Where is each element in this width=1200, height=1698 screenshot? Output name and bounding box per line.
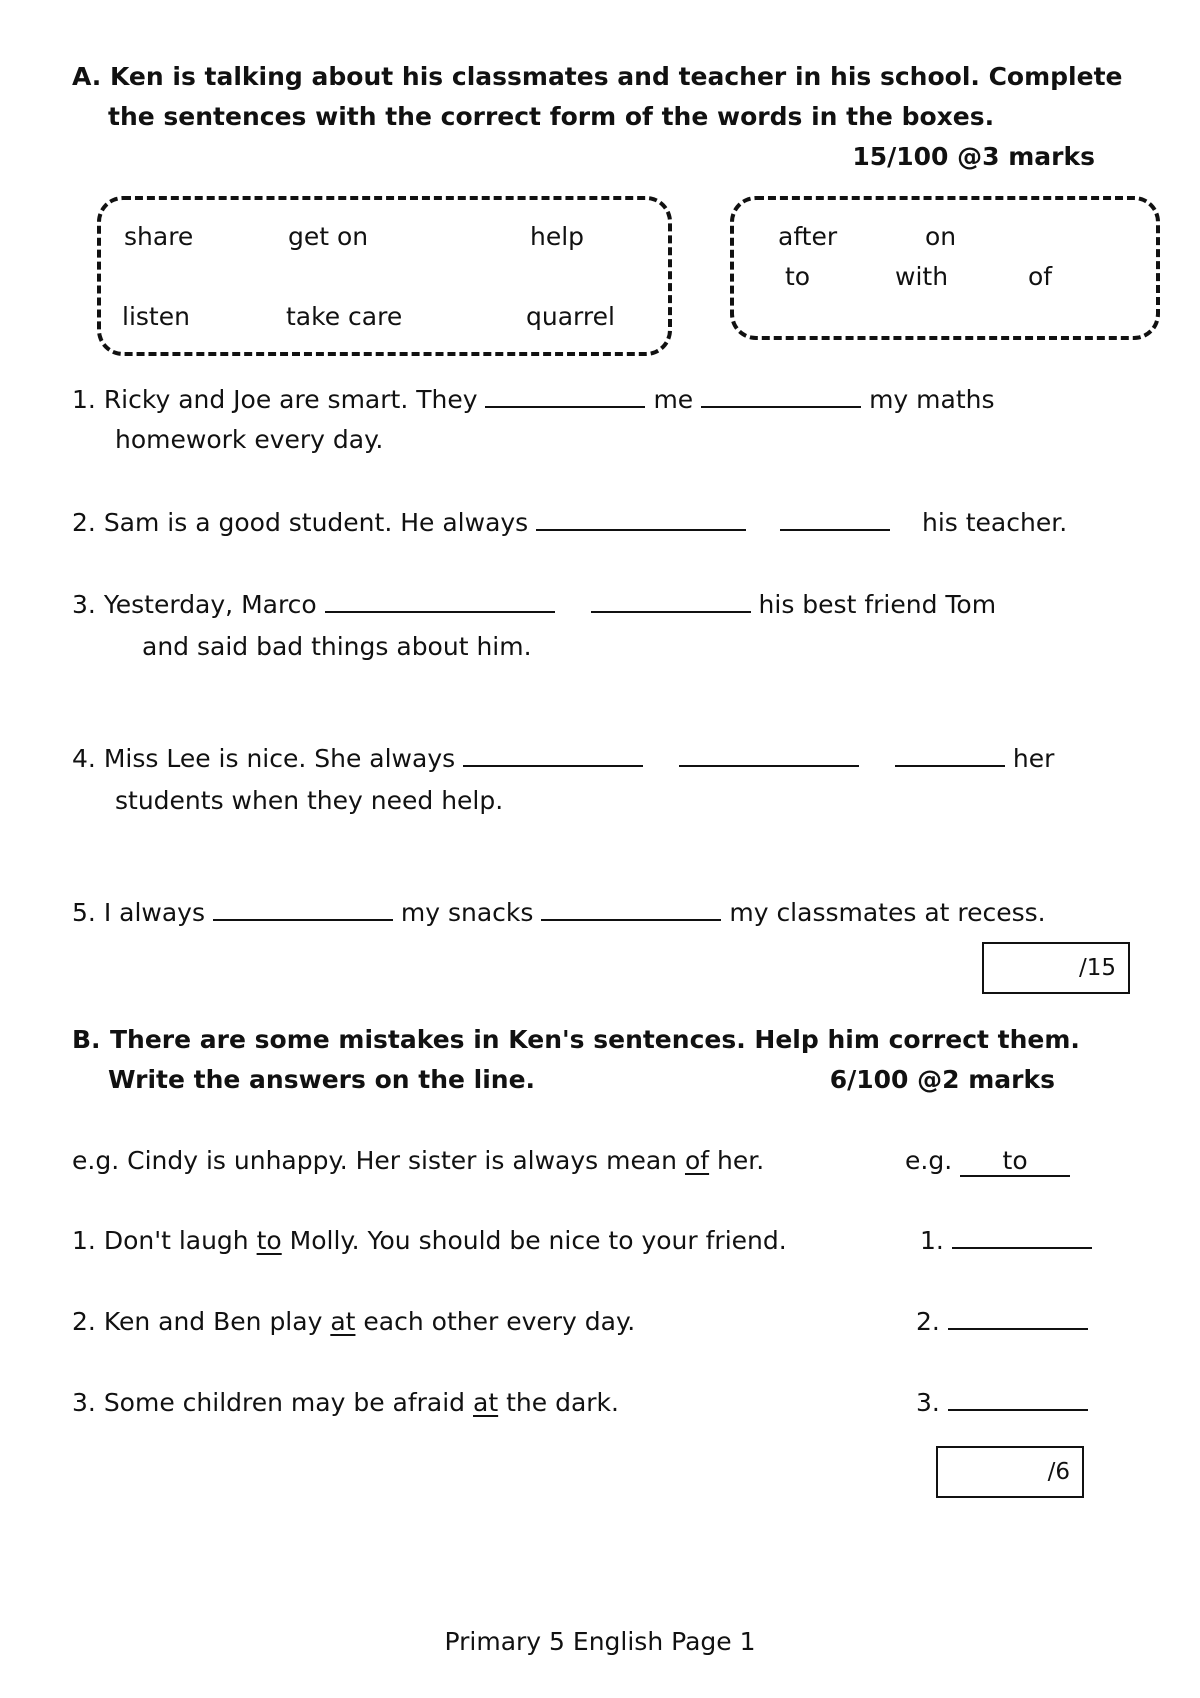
b1-after: Molly. You should be nice to your friend. [289, 1226, 787, 1255]
section-a-score-box[interactable]: /15 [982, 942, 1130, 994]
q2-blank-1[interactable] [536, 528, 746, 531]
b3-answer-label: 3. [916, 1388, 940, 1417]
q1-blank-2[interactable] [701, 405, 861, 408]
q1-text-1: Ricky and Joe are smart. They [103, 385, 478, 414]
q2-number: 2. [72, 508, 96, 537]
b1-answer [920, 1226, 1092, 1255]
verb-word-box [97, 196, 672, 356]
b-item-3 [72, 1388, 619, 1417]
b3-before: Some children may be afraid [103, 1388, 466, 1417]
question-5 [72, 898, 1046, 927]
prep-to: to [785, 262, 811, 291]
q4-text-1: Miss Lee is nice. She always [103, 744, 456, 773]
prep-with: with [895, 262, 949, 291]
q2-text-2: his teacher. [921, 508, 1068, 537]
b3-answer-line[interactable] [948, 1408, 1088, 1411]
section-b-letter: B. [72, 1025, 101, 1054]
b1-answer-label: 1. [920, 1226, 944, 1255]
section-a-instruction-2: the sentences with the correct form of the words in the boxes. [108, 102, 995, 131]
q3-line-2: and said bad things about him. [142, 632, 532, 661]
verb-quarrel: quarrel [526, 302, 615, 331]
b-item-2 [72, 1307, 635, 1336]
q3-text-2: his best friend Tom [758, 590, 997, 619]
q4-blank-3[interactable] [895, 764, 1005, 767]
q5-blank-1[interactable] [213, 918, 393, 921]
q5-text-2: my snacks [400, 898, 534, 927]
section-b-marks: 6/100 @2 marks [829, 1065, 1055, 1094]
section-b-instruction-1: There are some mistakes in Ken's sentences. Help him correct them. [110, 1025, 1080, 1054]
prep-on: on [925, 222, 957, 251]
q3-blank-2[interactable] [591, 610, 751, 613]
verb-take-care: take care [286, 302, 403, 331]
q3-number: 3. [72, 590, 96, 619]
b1-error: to [256, 1226, 282, 1255]
prep-after: after [778, 222, 838, 251]
q2-blank-2[interactable] [780, 528, 890, 531]
q4-text-2: her [1012, 744, 1055, 773]
verb-get-on: get on [288, 222, 369, 251]
example-sentence [72, 1146, 764, 1175]
b2-answer-line[interactable] [948, 1327, 1088, 1330]
b3-after: the dark. [506, 1388, 619, 1417]
q4-blank-2[interactable] [679, 764, 859, 767]
example-answer-value: to [960, 1146, 1070, 1177]
example-label: e.g. [72, 1146, 120, 1175]
example-error: of [684, 1146, 710, 1175]
question-3 [72, 590, 996, 619]
b1-before: Don't laugh [103, 1226, 249, 1255]
b3-number: 3. [72, 1388, 96, 1417]
example-before: Cindy is unhappy. Her sister is always mean [127, 1146, 678, 1175]
q3-text-1: Yesterday, Marco [103, 590, 317, 619]
q1-text-2: me [653, 385, 694, 414]
question-2 [72, 508, 1067, 537]
example-after: her. [717, 1146, 765, 1175]
b3-answer [916, 1388, 1088, 1417]
q5-number: 5. [72, 898, 96, 927]
verb-share: share [124, 222, 194, 251]
b2-answer [916, 1307, 1088, 1336]
q5-text-3: my classmates at recess. [729, 898, 1046, 927]
b3-error: at [473, 1388, 499, 1417]
b2-error: at [330, 1307, 356, 1336]
q1-number: 1. [72, 385, 96, 414]
q4-number: 4. [72, 744, 96, 773]
section-a-instruction-1: Ken is talking about his classmates and teacher in his school. Complete [110, 62, 1123, 91]
verb-help: help [530, 222, 585, 251]
b1-answer-line[interactable] [952, 1246, 1092, 1249]
example-answer-label: e.g. [905, 1146, 953, 1175]
section-b-score-box[interactable]: /6 [936, 1446, 1084, 1498]
q5-blank-2[interactable] [541, 918, 721, 921]
section-b-instruction-2: Write the answers on the line. [108, 1065, 536, 1094]
q1-text-3: my maths [869, 385, 995, 414]
section-a-marks: 15/100 @3 marks [852, 142, 1095, 171]
b1-number: 1. [72, 1226, 96, 1255]
section-a-letter: A. [72, 62, 102, 91]
prep-of: of [1028, 262, 1053, 291]
b2-after: each other every day. [363, 1307, 636, 1336]
b2-before: Ken and Ben play [103, 1307, 323, 1336]
question-1 [72, 385, 995, 414]
q3-blank-1[interactable] [325, 610, 555, 613]
b2-number: 2. [72, 1307, 96, 1336]
example-answer [905, 1146, 1070, 1177]
q2-text-1: Sam is a good student. He always [103, 508, 529, 537]
q1-blank-1[interactable] [485, 405, 645, 408]
verb-listen: listen [122, 302, 190, 331]
q4-blank-1[interactable] [463, 764, 643, 767]
b2-answer-label: 2. [916, 1307, 940, 1336]
b-item-1 [72, 1226, 787, 1255]
q1-line-2: homework every day. [115, 425, 384, 454]
question-4 [72, 744, 1054, 773]
q5-text-1: I always [103, 898, 205, 927]
page-footer: Primary 5 English Page 1 [444, 1627, 756, 1656]
q4-line-2: students when they need help. [115, 786, 504, 815]
